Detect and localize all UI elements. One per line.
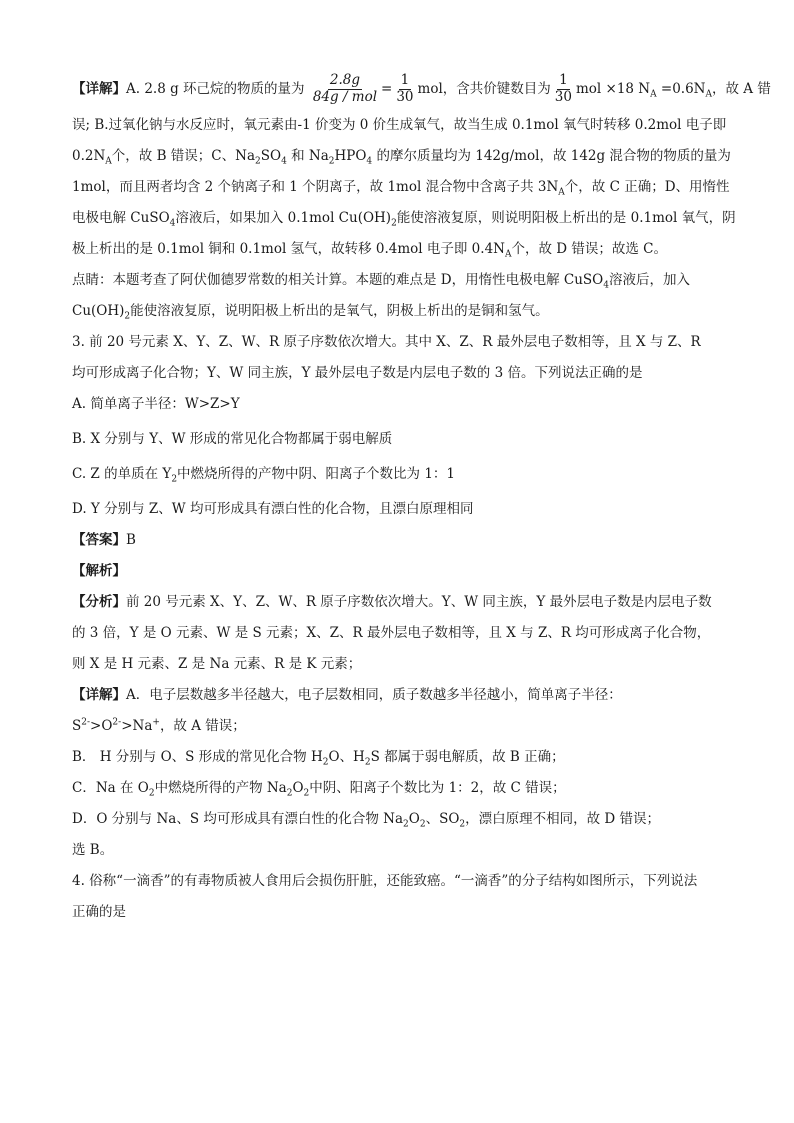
exam-page	[72, 68, 771, 928]
explain-line-3: $0.2N_A$个，故 B 错误；C、$Na_2SO_4$ 和 $Na_2HPO_4$ 的摩尔质量均为 142g/mol，故 142g 混合物的物质的量为	[72, 148, 731, 167]
xj-line-a2: $S^{2-}>O^{2-}>Na^+$，故 A 错误；	[72, 717, 246, 734]
q3-option-b: B. X 分别与 Y、W 形成的常见化合物都属于弱电解质	[72, 431, 393, 447]
answer-value: B	[126, 532, 136, 548]
answer-line	[72, 525, 722, 556]
q3-option-c: C. Z 的单质在 $Y_2$中燃烧所得的产物中阴、阳离子个数比为 1：1	[72, 466, 456, 485]
q3-option-d: D. Y 分别与 Z、W 均可形成具有漂白性的化合物，且漂白原理相同	[72, 501, 474, 517]
answer-label: 【答案】	[72, 532, 126, 548]
explain-line-2: 误; B.过氧化钠与水反应时，氧元素由-1 价变为 0 价生成氧气，故当生成 0.1mol 氧气时转移 0.2mol 电子即	[72, 117, 727, 133]
xj-line-c: C．Na 在 $O_2$中燃烧所得的产物 $Na_2O_2$中阴、阳离子个数比为 1：2，故 C 错误；	[72, 780, 566, 799]
analysis-label-line	[72, 556, 722, 587]
q3-stem-line-2: 均可形成离子化合物；Y、W 同主族，Y 最外层电子数是内层电子数的 3 倍。下列说法正确的是	[72, 365, 643, 381]
q3-option-a: A. 简单离子半径：W>Z>Y	[72, 396, 240, 412]
fraction-mass-over-molar: $\frac{2.8g}{\text{84g / mol}}$	[312, 72, 378, 105]
fx-line-1: 【分析】前 20 号元素 X、Y、Z、W、R 原子序数依次增大。Y、W 同主族，Y 最外层电子数是内层电子数	[72, 594, 712, 610]
fraction-one-thirtieth: $\frac{1}{30}$	[396, 72, 414, 105]
explain-line-1: 【详解】A. 2.8 g 环己烷的物质的量为 $\frac{2.8g}{\text{84g / mol}}$ = $\frac{1}{30}$ mol，含共价键数目为 $\frac{1}{30}$ mol ×18 $N_A =0.6N_A$，故 A 错	[72, 72, 771, 105]
fraction-one-thirtieth-2: $\frac{1}{30}$	[554, 72, 572, 105]
xj-line-b: B． H 分别与 O、S 形成的常见化合物 $H_2O$、$H_2S$ 都属于弱电解质，故 B 正确；	[72, 749, 565, 768]
pointer-line-2: $Cu(OH)_2$能使溶液复原，说明阳极上析出的是氧气，阴极上析出的是铜和氢气。	[72, 303, 549, 322]
q4-stem-line-2: 正确的是	[72, 904, 126, 920]
choose-line: 选 B。	[72, 842, 114, 858]
explain-line-4: 1mol，而且两者均含 2 个钠离子和 1 个阴离子，故 1mol 混合物中含离子共 $3N_A$个，故 C 正确；D、用惰性	[72, 179, 730, 198]
analysis-label: 【解析】	[72, 563, 126, 579]
explain-line-5: 电极电解 CuSO$_4$溶液后，如果加入 0.1mol $Cu(OH)_2$能使溶液复原，则说明阳极上析出的是 0.1mol 氧气，阴	[72, 210, 736, 229]
fx-line-3: 则 X 是 H 元素、Z 是 Na 元素、R 是 K 元素；	[72, 656, 362, 672]
xj-line-d: D．O 分别与 Na、S 均可形成具有漂白性的化合物 $Na_2O_2$、$SO_2$，漂白原理不相同，故 D 错误；	[72, 811, 661, 830]
fx-line-2: 的 3 倍，Y 是 O 元素、W 是 S 元素；X、Z、R 最外层电子数相等，且 X 与 Z、R 均可形成离子化合物，	[72, 625, 711, 641]
xj-line-a: 【详解】A．电子层数越多半径越大，电子层数相同，质子数越多半径越小，简单离子半径：	[72, 687, 622, 703]
fx-label: 【分析】	[72, 594, 126, 610]
xj-label: 【详解】	[72, 687, 126, 703]
explain-line-6: 极上析出的是 0.1mol 铜和 0.1mol 氢气，故转移 0.4mol 电子即 $0.4N_A$个，故 D 错误；故选 C。	[72, 241, 667, 260]
q4-stem-line-1: 4. 俗称“一滴香”的有毒物质被人食用后会损伤肝脏，还能致癌。“一滴香”的分子结构如图所示，下列说法	[72, 873, 698, 889]
detail-label: 【详解】	[72, 81, 126, 97]
q3-stem-line-1: 3. 前 20 号元素 X、Y、Z、W、R 原子序数依次增大。其中 X、Z、R 最外层电子数相等，且 X 与 Z、R	[72, 334, 701, 350]
pointer-line-1: 点睛：本题考查了阿伏伽德罗常数的相关计算。本题的难点是 D，用惰性电极电解 CuSO$_4$溶液后，加入	[72, 272, 690, 291]
